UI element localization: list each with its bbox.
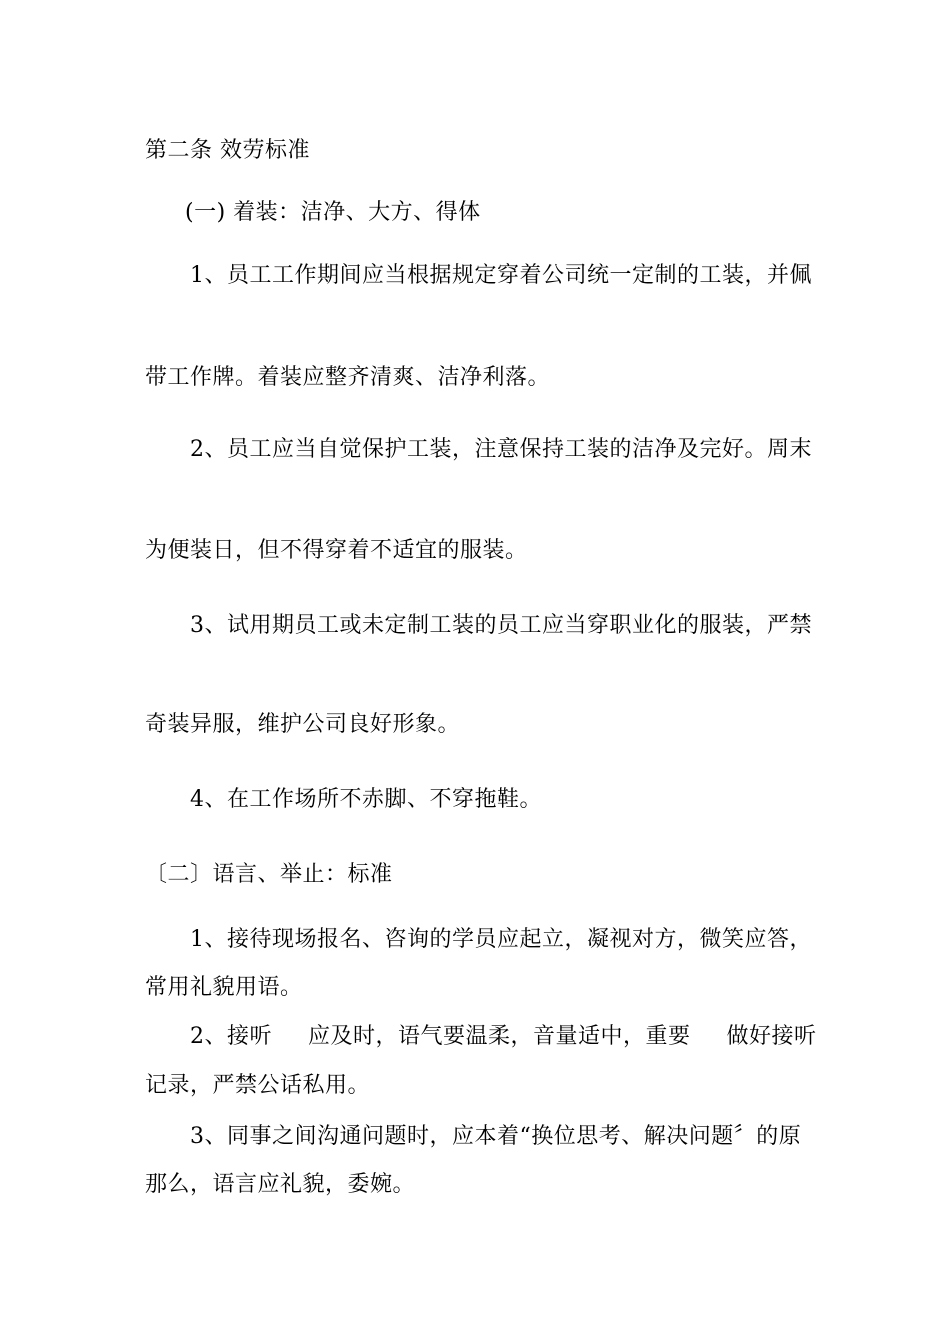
section-1-title: (一) 着装：洁净、大方、得体 [185, 200, 481, 225]
section-1-item-3-line-1: 3、试用期员工或未定制工装的员工应当穿职业化的服装，严禁 [190, 613, 812, 638]
section-1-item-1-line-2: 带工作牌。着装应整齐清爽、洁净利落。 [145, 365, 551, 390]
article-heading: 第二条 效劳标准 [145, 138, 310, 163]
section-2-item-2-part-a: 2、接听 [190, 1024, 272, 1049]
section-2-item-2-line-1 [190, 1022, 817, 1052]
section-2-item-2-part-c: 做好接听 [726, 1024, 817, 1049]
section-2-item-2-line-2: 记录，严禁公话私用。 [145, 1073, 371, 1098]
section-1-item-2-line-1: 2、员工应当自觉保护工装，注意保持工装的洁净及完好。周末 [190, 437, 812, 462]
section-2-item-3-line-2: 那么，语言应礼貌，委婉。 [145, 1172, 416, 1197]
section-1-item-4: 4、在工作场所不赤脚、不穿拖鞋。 [190, 787, 542, 812]
section-2-item-1-line-1: 1、接待现场报名、咨询的学员应起立，凝视对方，微笑应答， [190, 927, 812, 952]
section-1-item-3-line-2: 奇装异服，维护公司良好形象。 [145, 712, 461, 737]
section-2-item-2-part-b: 应及时，语气要温柔，音量适中，重要 [308, 1024, 691, 1049]
section-1-item-2-line-2: 为便装日，但不得穿着不适宜的服装。 [145, 538, 528, 563]
section-2-title: 〔二〕语言、举止：标准 [145, 862, 393, 887]
section-2-item-1-line-2: 常用礼貌用语。 [145, 975, 303, 1000]
section-2-item-3-line-1: 3、同事之间沟通问题时，应本着“换位思考、解决问题〞的原 [190, 1124, 802, 1149]
section-1-item-1-line-1: 1、员工工作期间应当根据规定穿着公司统一定制的工装，并佩 [190, 263, 812, 288]
